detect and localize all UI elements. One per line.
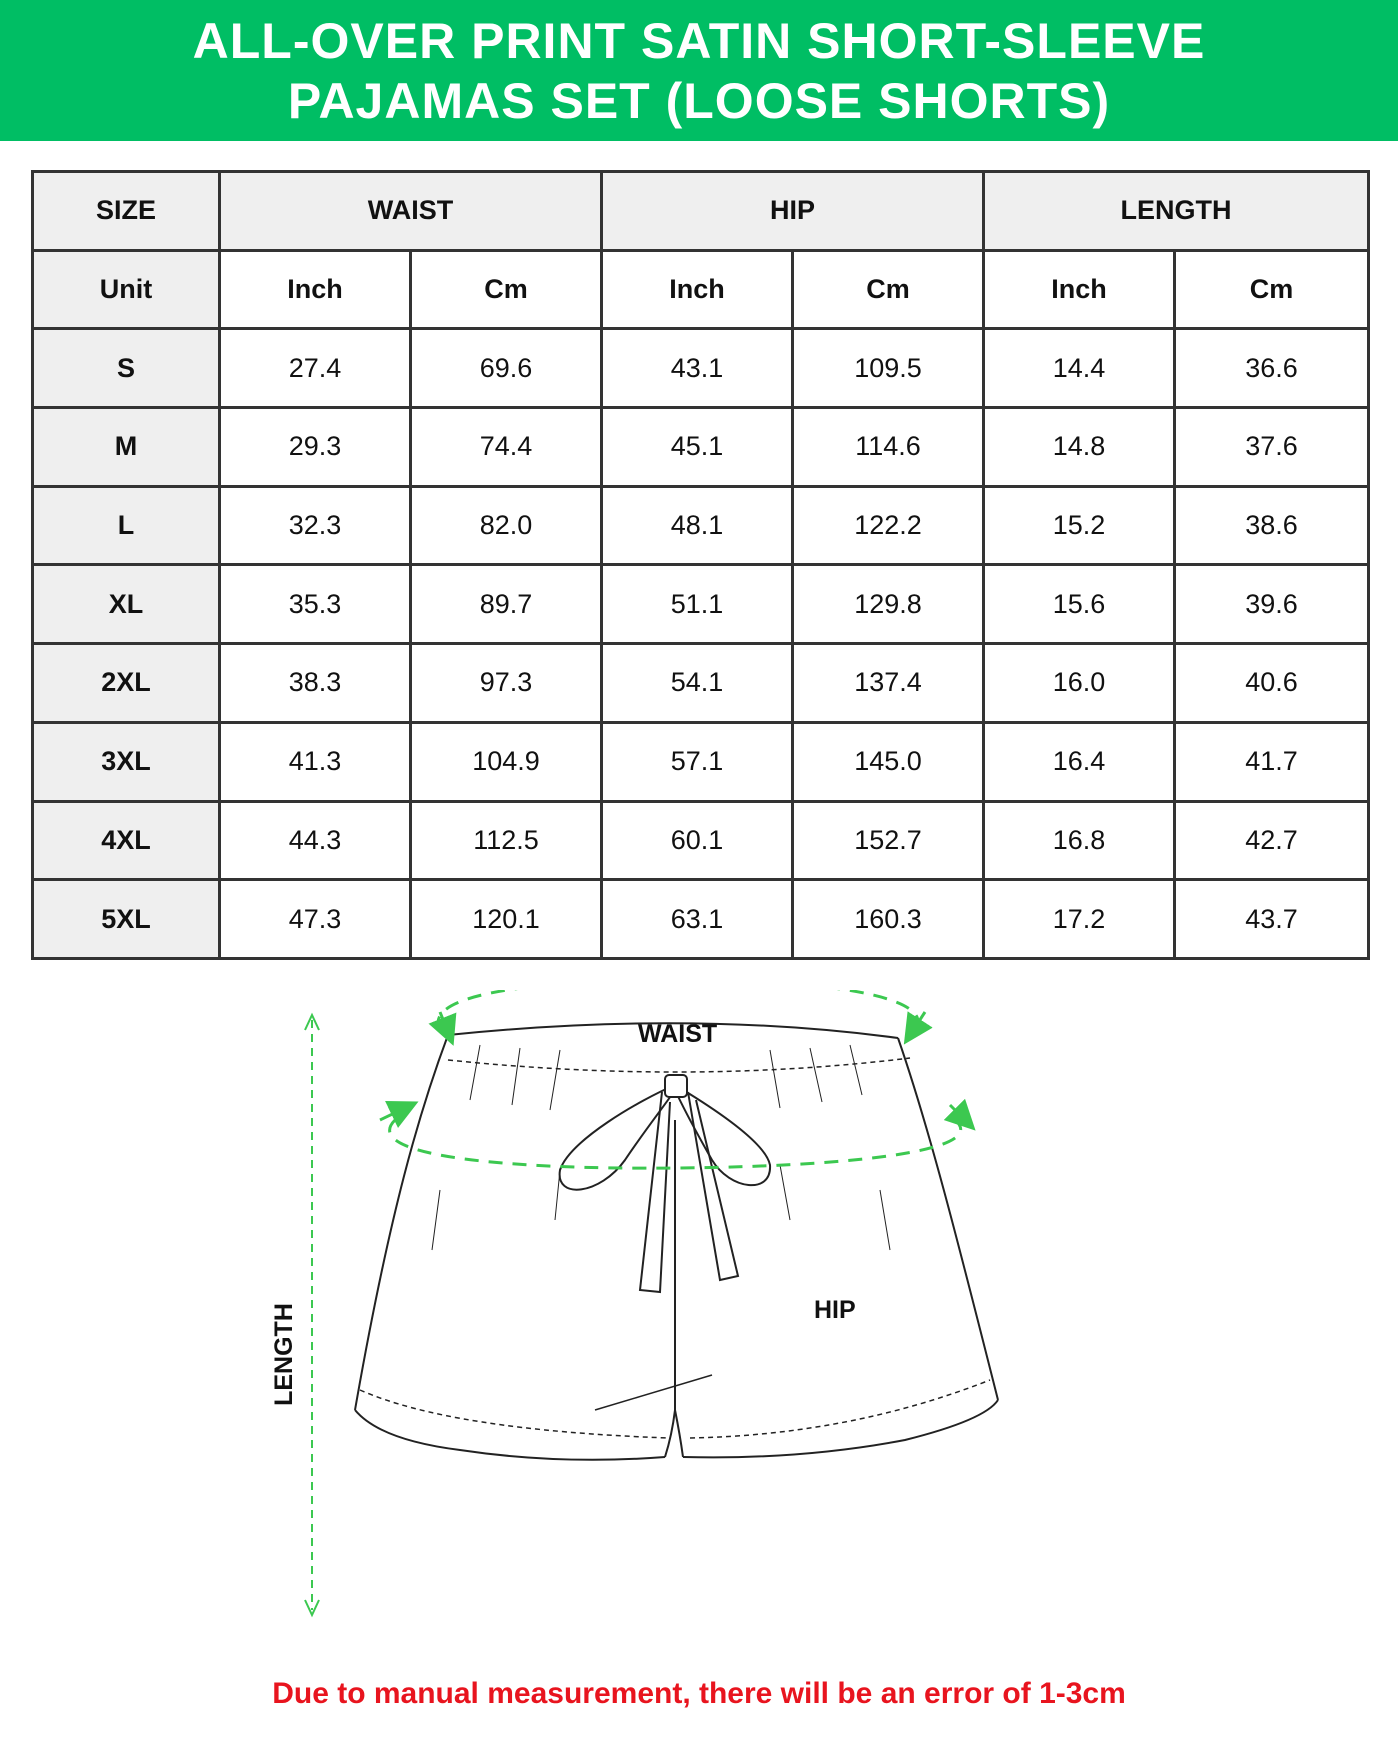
waist-label: WAIST: [638, 1020, 718, 1048]
measurement-cell: 129.8: [793, 565, 984, 644]
measurement-cell: 16.0: [984, 644, 1175, 723]
table-row: [33, 722, 1369, 801]
measurement-cell: 47.3: [220, 880, 411, 959]
title-banner: [0, 0, 1398, 141]
measurement-cell: 109.5: [793, 329, 984, 408]
measurement-cell: 57.1: [602, 722, 793, 801]
measurement-cell: 74.4: [411, 408, 602, 487]
table-row: [33, 329, 1369, 408]
table-row: [33, 644, 1369, 723]
right-hem: [683, 1400, 998, 1457]
measurement-cell: 112.5: [411, 801, 602, 880]
left-hem: [355, 1410, 665, 1460]
measurement-cell: 54.1: [602, 644, 793, 723]
drawstring-tail-left: [640, 1092, 670, 1292]
unit-cell: Inch: [984, 250, 1175, 329]
header-hip: HIP: [602, 172, 984, 251]
size-cell: 5XL: [33, 880, 220, 959]
size-cell: L: [33, 486, 220, 565]
size-cell: 4XL: [33, 801, 220, 880]
measurement-cell: 15.2: [984, 486, 1175, 565]
measurement-cell: 16.4: [984, 722, 1175, 801]
measurement-cell: 41.7: [1175, 722, 1369, 801]
measurement-cell: 104.9: [411, 722, 602, 801]
fabric-folds: [432, 1165, 890, 1250]
measurement-cell: 15.6: [984, 565, 1175, 644]
measurement-cell: 69.6: [411, 329, 602, 408]
measurement-cell: 37.6: [1175, 408, 1369, 487]
waist-arrow-right-icon: [912, 1012, 925, 1032]
drawstring-tail-right: [688, 1092, 738, 1280]
measurement-cell: 137.4: [793, 644, 984, 723]
measurement-cell: 63.1: [602, 880, 793, 959]
measurement-cell: 27.4: [220, 329, 411, 408]
left-side-seam: [355, 1035, 448, 1410]
measurement-cell: 97.3: [411, 644, 602, 723]
measurement-cell: 82.0: [411, 486, 602, 565]
left-hem-stitch: [360, 1390, 668, 1438]
measurement-diagram: [0, 990, 1398, 1670]
drawstring-knot: [665, 1075, 687, 1097]
measurement-cell: 45.1: [602, 408, 793, 487]
table-row: [33, 565, 1369, 644]
measurement-cell: 48.1: [602, 486, 793, 565]
measurement-cell: 40.6: [1175, 644, 1369, 723]
measurement-cell: 29.3: [220, 408, 411, 487]
hip-arrow-right-icon: [950, 1105, 965, 1120]
table-row: [33, 801, 1369, 880]
unit-cell: Cm: [1175, 250, 1369, 329]
unit-cell: Inch: [220, 250, 411, 329]
measurement-cell: 38.3: [220, 644, 411, 723]
header-length: LENGTH: [984, 172, 1369, 251]
measurement-cell: 35.3: [220, 565, 411, 644]
measurement-cell: 14.4: [984, 329, 1175, 408]
right-side-seam: [898, 1038, 998, 1400]
measurement-cell: 41.3: [220, 722, 411, 801]
measurement-cell: 39.6: [1175, 565, 1369, 644]
size-cell: XL: [33, 565, 220, 644]
measurement-cell: 38.6: [1175, 486, 1369, 565]
unit-cell: Cm: [411, 250, 602, 329]
title-line-2: PAJAMAS SET (LOOSE SHORTS): [287, 72, 1111, 129]
size-cell: 2XL: [33, 644, 220, 723]
measurement-cell: 36.6: [1175, 329, 1369, 408]
measurement-cell: 122.2: [793, 486, 984, 565]
waist-arrow-left-icon: [440, 1012, 448, 1032]
hip-label: HIP: [814, 1296, 856, 1324]
measurement-cell: 32.3: [220, 486, 411, 565]
measurement-cell: 114.6: [793, 408, 984, 487]
size-cell: S: [33, 329, 220, 408]
table-row: [33, 408, 1369, 487]
measurement-cell: 152.7: [793, 801, 984, 880]
unit-cell: Inch: [602, 250, 793, 329]
measurement-cell: 60.1: [602, 801, 793, 880]
measurement-cell: 51.1: [602, 565, 793, 644]
table-row: [33, 880, 1369, 959]
measurement-cell: 43.1: [602, 329, 793, 408]
header-waist: WAIST: [220, 172, 602, 251]
shorts-illustration-icon: [0, 990, 1398, 1670]
size-chart-table: [31, 170, 1370, 960]
length-label: LENGTH: [269, 1303, 298, 1406]
length-arrow-bottom-icon: [305, 1600, 319, 1615]
unit-label: Unit: [33, 250, 220, 329]
measurement-cell: 120.1: [411, 880, 602, 959]
pocket-slit: [595, 1375, 712, 1410]
measurement-cell: 42.7: [1175, 801, 1369, 880]
measurement-cell: 160.3: [793, 880, 984, 959]
size-cell: M: [33, 408, 220, 487]
measurement-cell: 89.7: [411, 565, 602, 644]
measurement-cell: 145.0: [793, 722, 984, 801]
measurement-disclaimer: Due to manual measurement, there will be an error of 1-3cm: [272, 1677, 1126, 1710]
title-line-1: ALL-OVER PRINT SATIN SHORT-SLEEVE: [192, 12, 1206, 69]
measurement-cell: 17.2: [984, 880, 1175, 959]
table-row: [33, 486, 1369, 565]
measurement-cell: 16.8: [984, 801, 1175, 880]
measurement-cell: 43.7: [1175, 880, 1369, 959]
hip-arrow-left-icon: [380, 1108, 405, 1120]
measurement-cell: 44.3: [220, 801, 411, 880]
measurement-cell: 14.8: [984, 408, 1175, 487]
unit-cell: Cm: [793, 250, 984, 329]
unit-row: [33, 250, 1369, 329]
header-row: [33, 172, 1369, 251]
header-size: SIZE: [33, 172, 220, 251]
size-cell: 3XL: [33, 722, 220, 801]
